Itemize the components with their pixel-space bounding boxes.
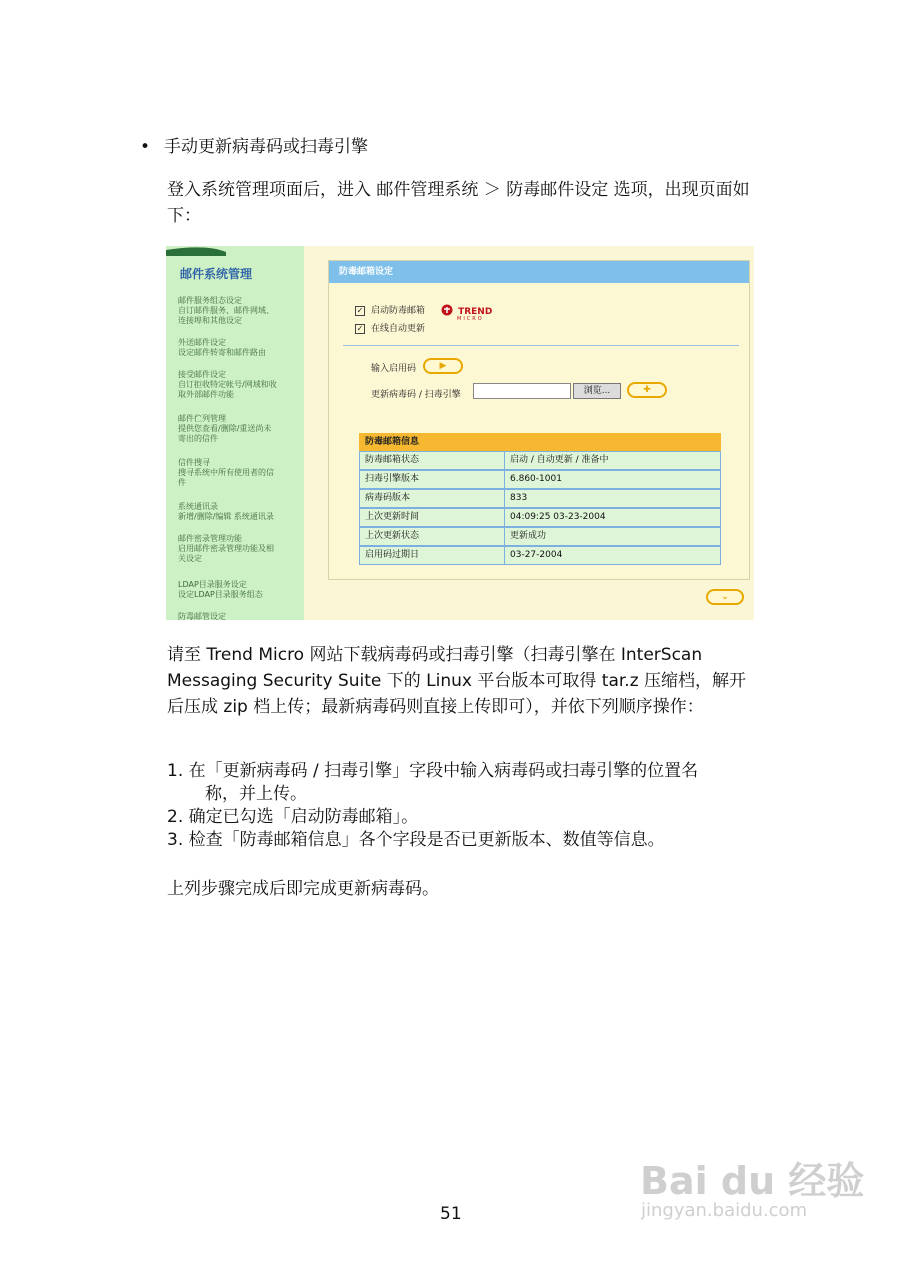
table-row xyxy=(359,489,721,508)
online-update-checkbox[interactable] xyxy=(355,321,425,334)
upload-add-button[interactable] xyxy=(627,382,667,398)
row-value: 6.860-1001 xyxy=(505,470,721,489)
row-label: 启用码过期日 xyxy=(359,546,505,565)
sidebar xyxy=(166,246,304,620)
online-update-label: 在线自动更新 xyxy=(371,324,426,334)
intro-paragraph: 登入系统管理项面后，进入 邮件管理系统 ＞ 防毒邮件设定 选项，出现页面如下： xyxy=(167,180,750,226)
update-label: 更新病毒码 / 扫毒引擎 xyxy=(371,390,461,400)
list-item xyxy=(167,806,698,829)
checkbox-checked[interactable]: ✓ xyxy=(356,324,364,333)
activation-code-label: 输入启用码 xyxy=(371,364,417,374)
trend-logo-sub: MICRO xyxy=(457,316,484,322)
row-value: 03-27-2004 xyxy=(505,546,721,565)
sidebar-title: 邮件系统管理 xyxy=(180,267,253,281)
table-row xyxy=(359,470,721,489)
row-value: 更新成功 xyxy=(505,527,721,546)
table-row xyxy=(359,546,721,565)
table-row xyxy=(359,451,721,470)
step-text: 检查「防毒邮箱信息」各个字段是否已更新版本、数值等信息。 xyxy=(188,830,665,850)
plus-icon: ✚ xyxy=(643,385,651,395)
row-label: 上次更新时间 xyxy=(359,508,505,527)
sidebar-item[interactable]: 信件搜寻 搜寻系统中所有使用者的信 件 xyxy=(178,458,274,487)
list-item xyxy=(167,760,698,783)
trend-logo-icon xyxy=(441,304,453,316)
sidebar-item[interactable]: 接受邮件设定 自订拒收特定帐号/网域和收 取外部邮件功能 xyxy=(178,370,277,399)
antivirus-panel xyxy=(328,260,750,580)
divider xyxy=(343,345,739,346)
row-label: 扫毒引擎版本 xyxy=(359,470,505,489)
info-table-title: 防毒邮箱信息 xyxy=(359,433,721,451)
sidebar-item[interactable]: 邮件服务组态设定 自订邮件服务、邮件网域、 连接埠和其他设定 xyxy=(178,296,274,325)
step-number: 2. xyxy=(167,807,184,827)
sidebar-item[interactable]: 外送邮件设定 设定邮件转寄和邮件路由 xyxy=(178,338,266,357)
row-label: 病毒码版本 xyxy=(359,489,505,508)
update-file-input[interactable] xyxy=(473,383,571,399)
enable-label: 启动防毒邮箱 xyxy=(371,306,426,316)
checkbox-checked[interactable]: ✓ xyxy=(356,306,364,315)
row-value: 启动 / 自动更新 / 准备中 xyxy=(505,451,721,470)
scroll-down-button[interactable] xyxy=(706,589,744,605)
sidebar-top-decoration xyxy=(166,246,304,256)
steps-list xyxy=(167,760,698,852)
table-row xyxy=(359,527,721,546)
row-label: 上次更新状态 xyxy=(359,527,505,546)
sidebar-item[interactable]: 邮件密录管理功能 启用邮件密录管理功能及相 关设定 xyxy=(178,534,274,563)
trend-micro-logo xyxy=(441,299,492,322)
step-text: 在「更新病毒码 / 扫毒引擎」字段中输入病毒码或扫毒引擎的位置名 xyxy=(188,761,699,781)
step-text: 确定已勾选「启动防毒邮箱」。 xyxy=(188,807,419,827)
sidebar-item[interactable]: LDAP目录服务设定 设定LDAP目录服务组态 xyxy=(178,580,263,599)
watermark-url: jingyan.baidu.com xyxy=(641,1200,808,1221)
bullet: • xyxy=(140,137,151,157)
row-value: 833 xyxy=(505,489,721,508)
enable-checkbox[interactable] xyxy=(355,303,425,316)
section-heading xyxy=(140,132,368,157)
heading-text: 手动更新病毒码或扫毒引擎 xyxy=(164,137,369,157)
trend-logo-text: TREND xyxy=(458,307,493,317)
step-number: 1. xyxy=(167,761,184,781)
table-row xyxy=(359,508,721,527)
sidebar-item[interactable]: 防毒邮管设定 xyxy=(178,612,226,620)
sidebar-item[interactable]: 邮件伫列管理 提供您查看/删除/重送尚未 寄出的信件 xyxy=(178,414,272,443)
chevron-down-icon: ⌄ xyxy=(721,592,729,602)
sidebar-item[interactable]: 系统通讯录 新增/删除/编辑 系统通讯录 xyxy=(178,502,274,521)
embedded-screenshot xyxy=(166,246,754,620)
panel-title: 防毒邮箱设定 xyxy=(329,261,749,283)
step-number: 3. xyxy=(167,830,184,850)
play-icon: ▶ xyxy=(439,361,447,371)
watermark-logo: Bai du 经验 xyxy=(640,1159,865,1203)
browse-button[interactable]: 浏览... xyxy=(573,383,621,399)
row-value: 04:09:25 03-23-2004 xyxy=(505,508,721,527)
body-paragraph: 请至 Trend Micro 网站下载病毒码或扫毒引擎（扫毒引擎在 InterScan Messaging Security Suite 下的 Linux 平台版本可取得 tar.z 压缩档，解开后压成 zip 档上传；最新病毒码则直接上传即可），并依下列顺序操作： xyxy=(167,645,747,717)
page-number: 51 xyxy=(440,1204,462,1224)
closing-text: 上列步骤完成后即完成更新病毒码。 xyxy=(167,879,439,899)
step-continuation: 称，并上传。 xyxy=(205,784,307,804)
activation-code-button[interactable] xyxy=(423,358,463,374)
row-label: 防毒邮箱状态 xyxy=(359,451,505,470)
list-item xyxy=(167,829,698,852)
